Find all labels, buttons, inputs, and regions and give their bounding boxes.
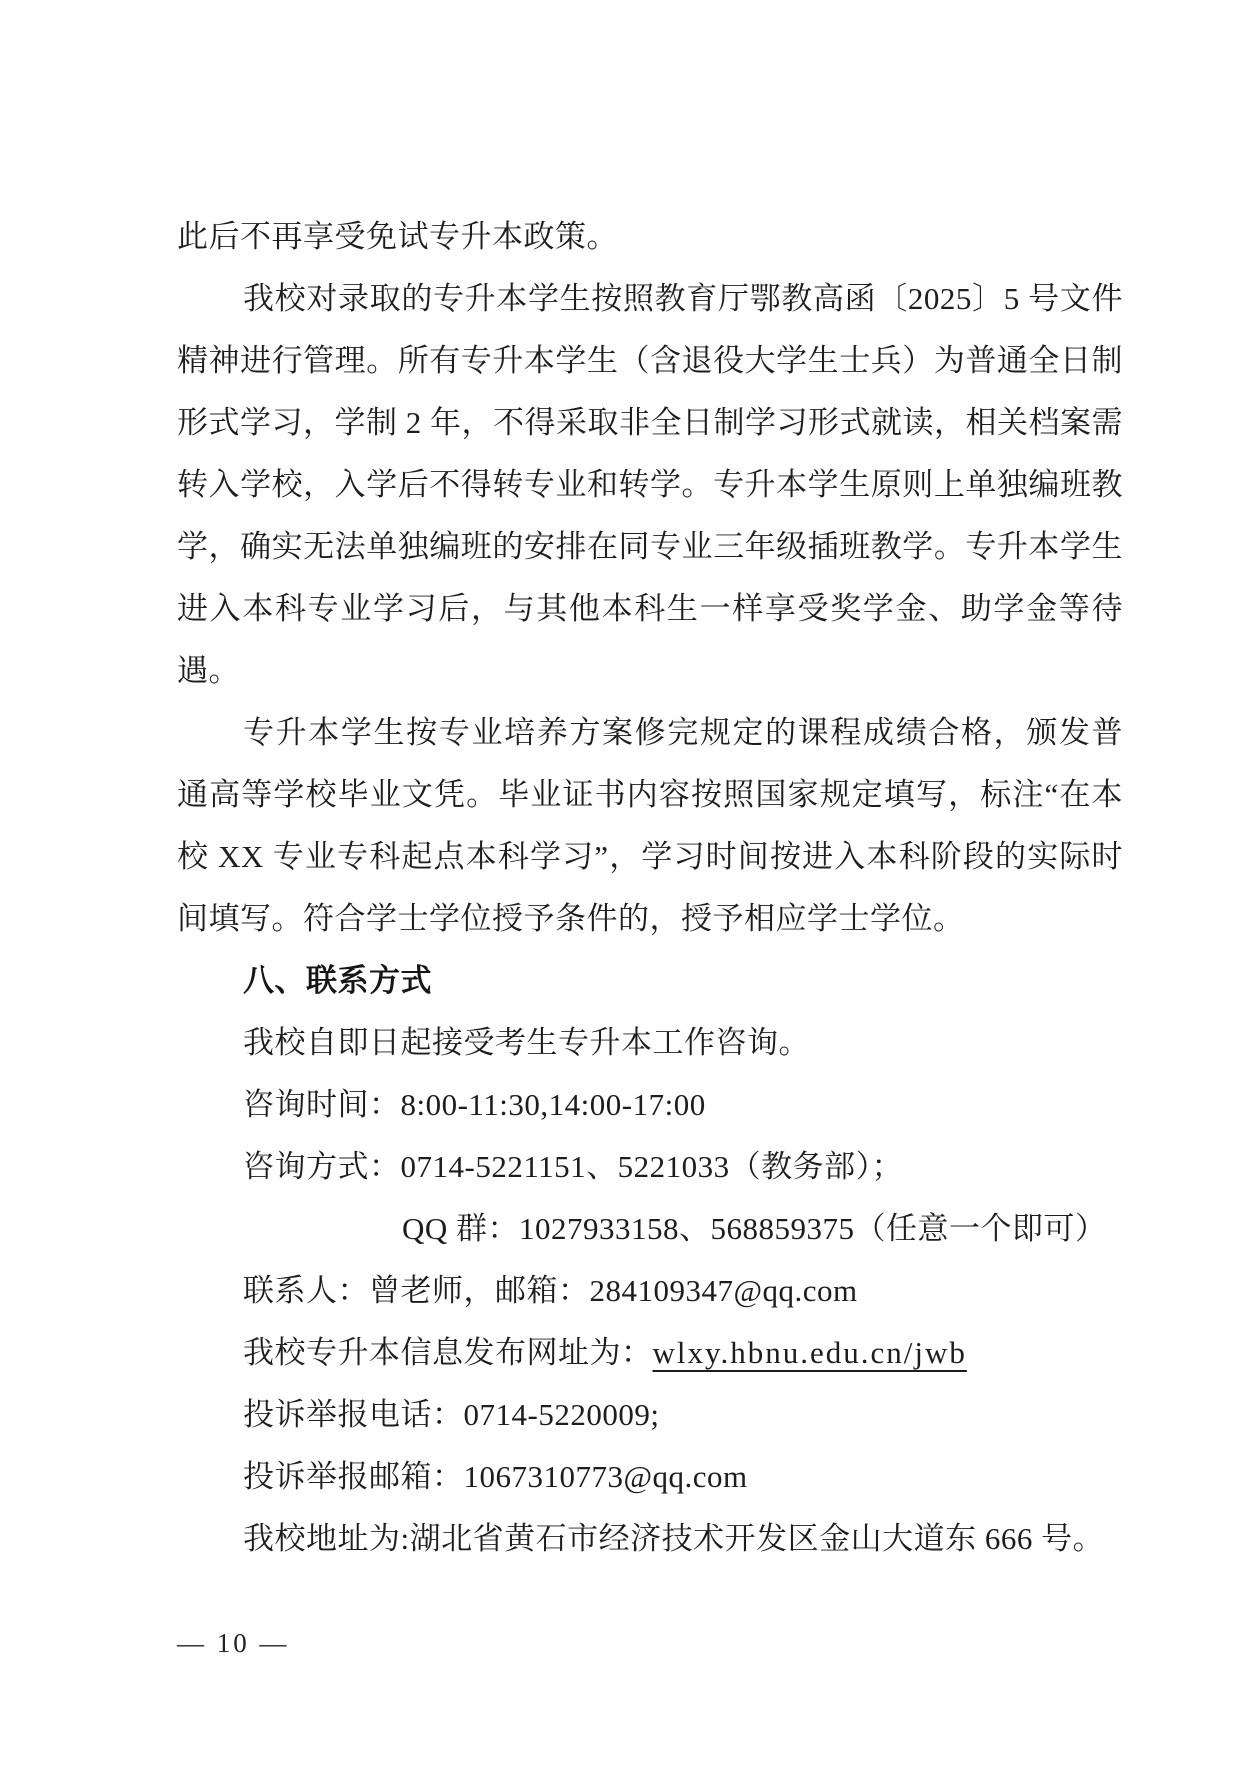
website-link[interactable]: wlxy.hbnu.edu.cn/jwb <box>652 1335 967 1370</box>
consult-phone-line: 咨询方式：0714-5221151、5221033（教务部）； <box>243 1149 904 1184</box>
paragraph-management: 我校对录取的专升本学生按照教育厅鄂教高函〔2025〕5 号文件精神进行管理。所有专升本学生（含退役大学生士兵）为普通全日制形式学习，学制 2 年，不得采取非全日制学习形式就读，相关档案需转入学校，入学后不得转专业和转学。专升本学生原则上单独编班教学，确实无法单独编班的安排在同专业三年级插班教学。专升本学生进入本科专业学习后，与其他本科生一样享受奖学金、助学金等待遇。 <box>177 281 1123 688</box>
report-phone-line: 投诉举报电话：0714-5220009; <box>243 1397 660 1432</box>
website-line <box>177 1322 1123 1384</box>
address-line: 我校地址为:湖北省黄石市经济技术开发区金山大道东 666 号。 <box>243 1521 1105 1556</box>
website-label: 我校专升本信息发布网址为： <box>243 1335 653 1370</box>
qq-group-line: QQ 群：1027933158、568859375（任意一个即可） <box>402 1211 1107 1246</box>
paragraph-policy-tail: 此后不再享受免试专升本政策。 <box>177 219 618 254</box>
page-body <box>177 206 1123 1570</box>
section-heading-contact: 八、联系方式 <box>243 963 432 998</box>
contact-intro-line: 我校自即日起接受考生专升本工作咨询。 <box>243 1025 810 1060</box>
page-number: — 10 — <box>177 1628 290 1658</box>
contact-person-line: 联系人：曾老师，邮箱：284109347@qq.com <box>243 1273 858 1308</box>
paragraph-diploma: 专升本学生按专业培养方案修完规定的课程成绩合格，颁发普通高等学校毕业文凭。毕业证书内容按照国家规定填写，标注“在本校 XX 专业专科起点本科学习”，学习时间按进入本科阶段的实际时间填写。符合学士学位授予条件的，授予相应学士学位。 <box>177 715 1123 936</box>
consult-hours-line: 咨询时间：8:00-11:30,14:00-17:00 <box>243 1087 706 1122</box>
report-email-line: 投诉举报邮箱：1067310773@qq.com <box>243 1459 748 1494</box>
